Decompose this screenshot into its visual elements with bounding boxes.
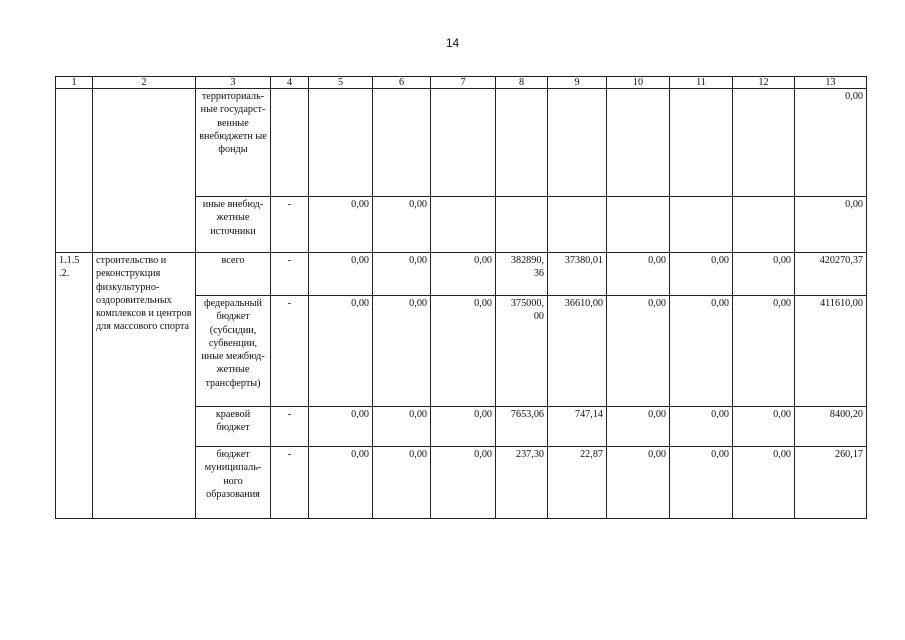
value-cell: - bbox=[271, 253, 309, 296]
name-cell-empty bbox=[93, 89, 196, 253]
value-cell: 0,00 bbox=[670, 407, 733, 447]
value-cell: 0,00 bbox=[373, 253, 431, 296]
column-number: 13 bbox=[795, 77, 867, 89]
value-cell: 0,00 bbox=[309, 407, 373, 447]
value-cell: 22,87 bbox=[548, 447, 607, 519]
value-cell: 375000, 00 bbox=[496, 296, 548, 407]
value-cell bbox=[548, 197, 607, 253]
value-cell: 0,00 bbox=[607, 407, 670, 447]
value-cell: 747,14 bbox=[548, 407, 607, 447]
value-cell: - bbox=[271, 407, 309, 447]
value-cell: 0,00 bbox=[309, 447, 373, 519]
value-cell: 0,00 bbox=[607, 296, 670, 407]
value-cell: 0,00 bbox=[670, 447, 733, 519]
budget-table bbox=[55, 76, 867, 519]
source-cell: федеральный бюджет (субсидии, субвенции, иные межбюд-жетные трансферты) bbox=[196, 296, 271, 407]
column-number: 5 bbox=[309, 77, 373, 89]
column-numbers-row bbox=[56, 77, 867, 89]
value-cell: 0,00 bbox=[733, 296, 795, 407]
value-cell: 0,00 bbox=[795, 89, 867, 197]
value-cell: 0,00 bbox=[431, 253, 496, 296]
column-number: 4 bbox=[271, 77, 309, 89]
column-number: 3 bbox=[196, 77, 271, 89]
value-cell: 382890, 36 bbox=[496, 253, 548, 296]
value-cell: 36610,00 bbox=[548, 296, 607, 407]
value-cell: 37380,01 bbox=[548, 253, 607, 296]
value-cell: 0,00 bbox=[309, 197, 373, 253]
value-cell bbox=[271, 89, 309, 197]
code-cell-empty bbox=[56, 89, 93, 253]
table-row bbox=[56, 253, 867, 296]
value-cell: 0,00 bbox=[309, 253, 373, 296]
value-cell: 0,00 bbox=[733, 407, 795, 447]
source-cell: всего bbox=[196, 253, 271, 296]
value-cell bbox=[670, 197, 733, 253]
value-cell: 8400,20 bbox=[795, 407, 867, 447]
value-cell: 0,00 bbox=[670, 253, 733, 296]
value-cell: 420270,37 bbox=[795, 253, 867, 296]
value-cell: - bbox=[271, 447, 309, 519]
value-cell: 0,00 bbox=[373, 197, 431, 253]
value-cell: 0,00 bbox=[670, 296, 733, 407]
column-number: 12 bbox=[733, 77, 795, 89]
value-cell bbox=[607, 89, 670, 197]
value-cell bbox=[496, 89, 548, 197]
column-number: 7 bbox=[431, 77, 496, 89]
value-cell: 0,00 bbox=[795, 197, 867, 253]
value-cell: 0,00 bbox=[733, 447, 795, 519]
value-cell bbox=[373, 89, 431, 197]
value-cell bbox=[431, 197, 496, 253]
column-number: 1 bbox=[56, 77, 93, 89]
item-name-cell: строительство и реконструкция физкультурно-оздоровительных комплексов и центров для массового спорта bbox=[93, 253, 196, 519]
source-cell: бюджет муниципаль-ного образования bbox=[196, 447, 271, 519]
value-cell: - bbox=[271, 197, 309, 253]
value-cell: 260,17 bbox=[795, 447, 867, 519]
source-cell: территориаль-ные государст-венные внебюджетн ые фонды bbox=[196, 89, 271, 197]
value-cell bbox=[733, 197, 795, 253]
value-cell: 0,00 bbox=[373, 296, 431, 407]
value-cell: 237,30 bbox=[496, 447, 548, 519]
item-code-cell: 1.1.5 .2. bbox=[56, 253, 93, 519]
value-cell bbox=[607, 197, 670, 253]
column-number: 6 bbox=[373, 77, 431, 89]
column-number: 11 bbox=[670, 77, 733, 89]
value-cell: 7653,06 bbox=[496, 407, 548, 447]
value-cell bbox=[496, 197, 548, 253]
value-cell bbox=[309, 89, 373, 197]
value-cell bbox=[548, 89, 607, 197]
value-cell: 0,00 bbox=[373, 447, 431, 519]
value-cell: 0,00 bbox=[431, 296, 496, 407]
column-number: 10 bbox=[607, 77, 670, 89]
column-number: 9 bbox=[548, 77, 607, 89]
value-cell: 0,00 bbox=[309, 296, 373, 407]
table-row bbox=[56, 89, 867, 197]
value-cell: 0,00 bbox=[607, 447, 670, 519]
source-cell: иные внебюд-жетные источники bbox=[196, 197, 271, 253]
value-cell: 0,00 bbox=[607, 253, 670, 296]
value-cell: - bbox=[271, 296, 309, 407]
value-cell: 0,00 bbox=[431, 407, 496, 447]
column-number: 2 bbox=[93, 77, 196, 89]
page-number: 14 bbox=[445, 36, 460, 50]
source-cell: краевой бюджет bbox=[196, 407, 271, 447]
value-cell bbox=[670, 89, 733, 197]
value-cell: 0,00 bbox=[431, 447, 496, 519]
value-cell: 0,00 bbox=[373, 407, 431, 447]
value-cell bbox=[431, 89, 496, 197]
value-cell: 411610,00 bbox=[795, 296, 867, 407]
value-cell: 0,00 bbox=[733, 253, 795, 296]
value-cell bbox=[733, 89, 795, 197]
column-number: 8 bbox=[496, 77, 548, 89]
